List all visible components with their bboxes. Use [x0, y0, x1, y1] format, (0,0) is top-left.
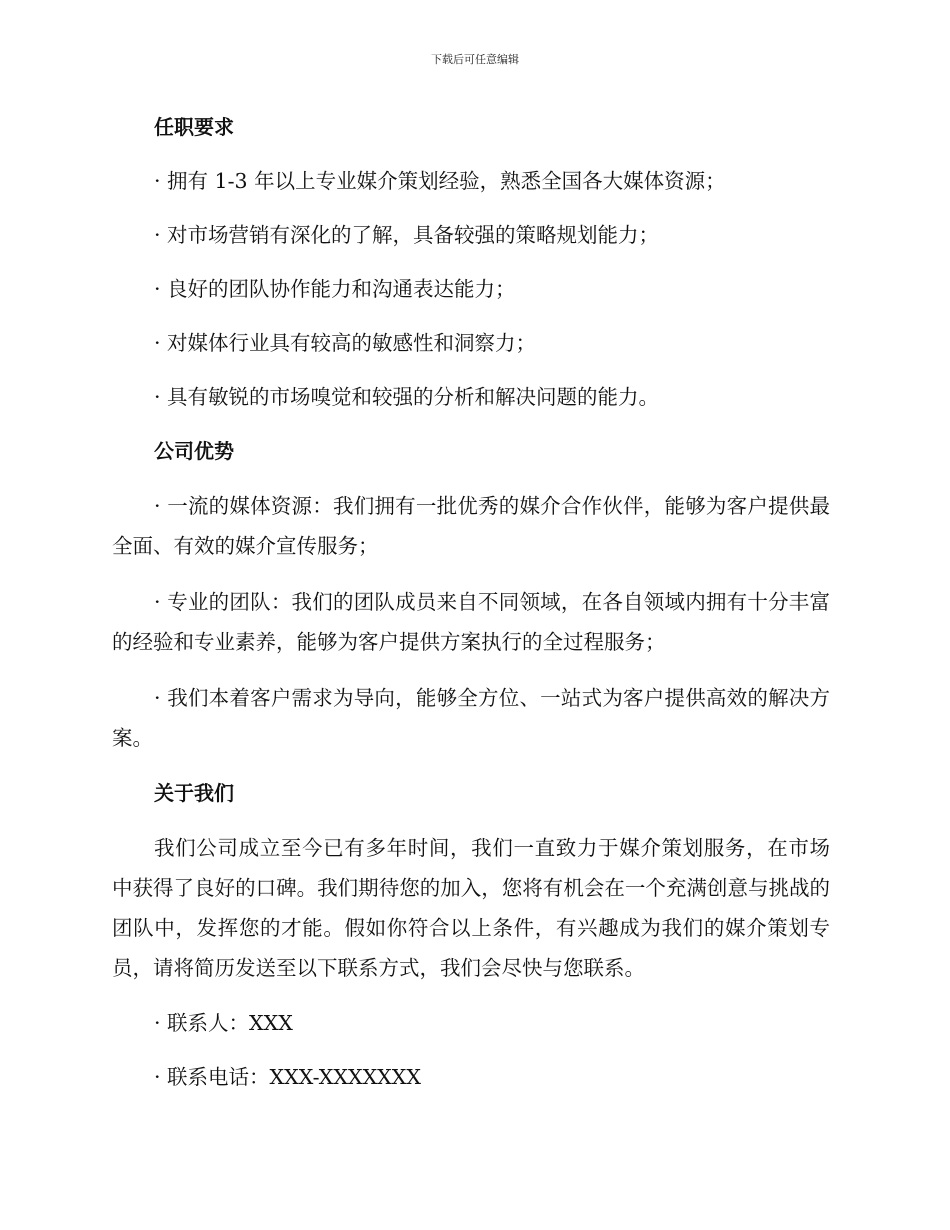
contact-person: · 联系人：XXX [154, 1011, 293, 1035]
requirement-item: · 对媒体行业具有较高的敏感性和洞察力； [154, 331, 537, 355]
page-header-note: 下载后可任意编辑 [431, 53, 519, 66]
requirement-item: · 拥有 1-3 年以上专业媒介策划经验，熟悉全国各大媒体资源； [154, 169, 726, 193]
section-title-advantages: 公司优势 [154, 439, 234, 463]
document-content [112, 108, 830, 1112]
requirement-item: · 对市场营销有深化的了解，具备较强的策略规划能力； [154, 223, 660, 247]
section-title-requirements: 任职要求 [154, 115, 234, 139]
advantage-item: · 我们本着客户需求为导向，能够全方位、一站式为客户提供高效的解决方案。 [112, 686, 830, 750]
requirement-item: · 良好的团队协作能力和沟通表达能力； [154, 277, 516, 301]
about-paragraph: 我们公司成立至今已有多年时间，我们一直致力于媒介策划服务，在市场中获得了良好的口碑。我们期待您的加入，您将有机会在一个充满创意与挑战的团队中，发挥您的才能。假如你符合以上条件，有兴趣成为我们的媒介策划专员，请将简历发送至以下联系方式，我们会尽快与您联系。 [112, 836, 830, 980]
requirement-item: · 具有敏锐的市场嗅觉和较强的分析和解决问题的能力。 [154, 385, 660, 409]
advantage-item: · 一流的媒体资源：我们拥有一批优秀的媒介合作伙伴，能够为客户提供最全面、有效的媒介宣传服务； [112, 494, 830, 558]
advantage-item: · 专业的团队：我们的团队成员来自不同领域，在各自领域内拥有十分丰富的经验和专业素养，能够为客户提供方案执行的全过程服务； [112, 590, 830, 654]
contact-phone: · 联系电话：XXX-XXXXXXX [154, 1065, 421, 1089]
section-title-about: 关于我们 [154, 781, 234, 805]
